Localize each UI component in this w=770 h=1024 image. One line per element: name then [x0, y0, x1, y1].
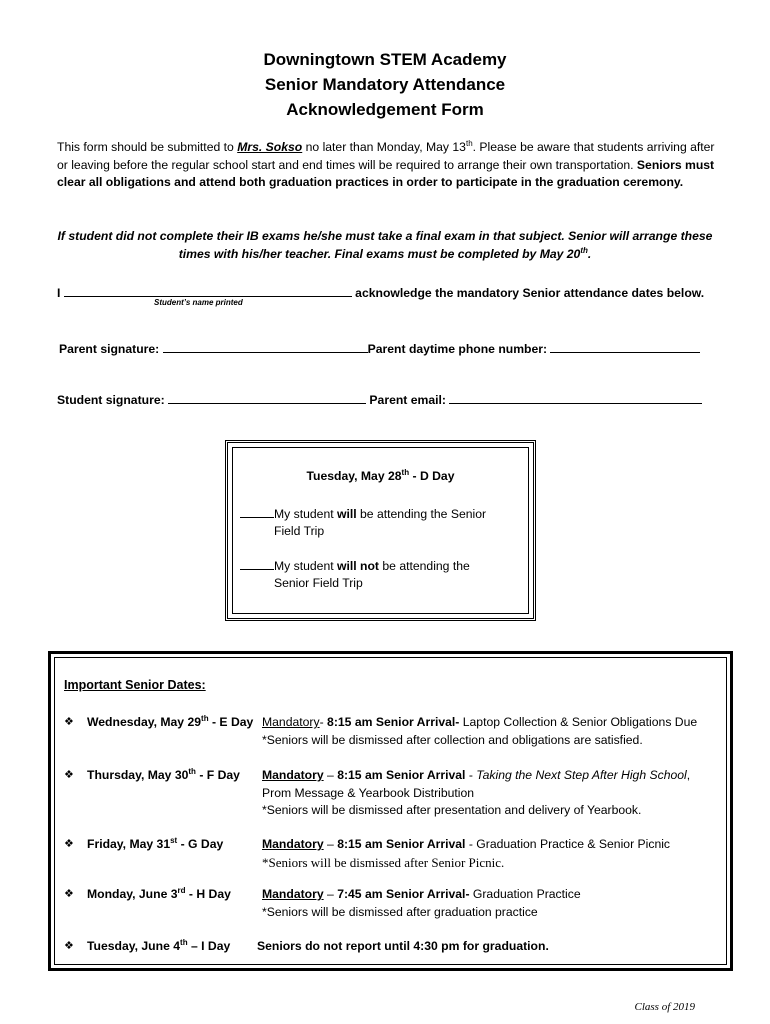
- teacher-name: Mrs. Sokso: [237, 140, 303, 154]
- student-name-label: Student’s name printed: [154, 298, 243, 307]
- parent-signature-blank[interactable]: [163, 339, 368, 353]
- attending-blank[interactable]: [240, 505, 274, 518]
- field-trip-box: [225, 440, 536, 621]
- ib-exam-notice: If student did not complete their IB exams he/she must take a final exam in that subject. Senior will arrange these times with his/her teacher. Final exams must be completed by May 20th.: [57, 229, 713, 261]
- parent-phone-blank[interactable]: [550, 339, 700, 353]
- class-of-footer: Class of 2019: [634, 1001, 695, 1013]
- field-trip-date: Tuesday, May 28th - D Day: [306, 467, 455, 483]
- form-title-line-2: Acknowledgement Form: [286, 100, 484, 119]
- diamond-bullet-icon: ❖: [64, 716, 74, 728]
- parent-signature-line: Parent signature: Parent daytime phone number:: [59, 339, 700, 356]
- option-attending: My student will be attending the Senior Field Trip: [240, 505, 486, 540]
- diamond-bullet-icon: ❖: [64, 940, 74, 952]
- student-signature-blank[interactable]: [168, 390, 366, 404]
- important-dates-heading: Important Senior Dates:: [64, 678, 206, 692]
- student-signature-line: Student signature: Parent email:: [57, 390, 702, 407]
- school-name: Downingtown STEM Academy: [263, 50, 507, 69]
- diamond-bullet-icon: ❖: [64, 769, 74, 781]
- acknowledge-line: I acknowledge the mandatory Senior attendance dates below.: [57, 283, 704, 300]
- diamond-bullet-icon: ❖: [64, 888, 74, 900]
- important-dates-box: Important Senior Dates: ❖ Wednesday, May 29th - E Day Mandatory- 8:15 am Senior Arrival- Laptop Collection & Senior Obligations Due *Seniors will be dismissed after collection and obligations are satisfied. ❖ Thursday, May 30th - F Day Mandatory – 8:15 am Senior Arrival - Taking the Next Step After High School, Prom Message & Yearbook Distribution *Seniors will be dismissed after presentation and delivery of Yearbook. ❖ Friday, May 31st - G Day Mandatory – 8:15 am Senior Arrival - Graduation Practice & Senior Picnic *Seniors will be dismissed after Senior Picnic. ❖ Monday, June 3rd - H Day Mandatory – 7:45 am Senior Arrival- Graduation Practice *Seniors will be dismissed after graduation practice ❖ Tuesday, June 4th – I Day Seniors do not report until 4:30 pm for graduation.: [48, 651, 733, 971]
- student-name-blank[interactable]: [64, 283, 352, 297]
- obligation-statement: Seniors must clear all obligations and attend both graduation practices in order to participate in the graduation ceremony.: [57, 157, 715, 189]
- option-not-attending: My student will not be attending the Senior Field Trip: [240, 557, 470, 592]
- intro-paragraph: This form should be submitted to Mrs. Sokso no later than Monday, May 13th. Please be aware that students arriving after or leaving before the regular school start and end times will be required to arrange their own transportation. Seniors must clear all obligations and attend both graduation practices in order to participate in the graduation ceremony.: [57, 138, 715, 189]
- not-attending-blank[interactable]: [240, 557, 274, 570]
- form-title-line-1: Senior Mandatory Attendance: [264, 75, 506, 94]
- diamond-bullet-icon: ❖: [64, 838, 74, 850]
- parent-email-blank[interactable]: [449, 390, 702, 404]
